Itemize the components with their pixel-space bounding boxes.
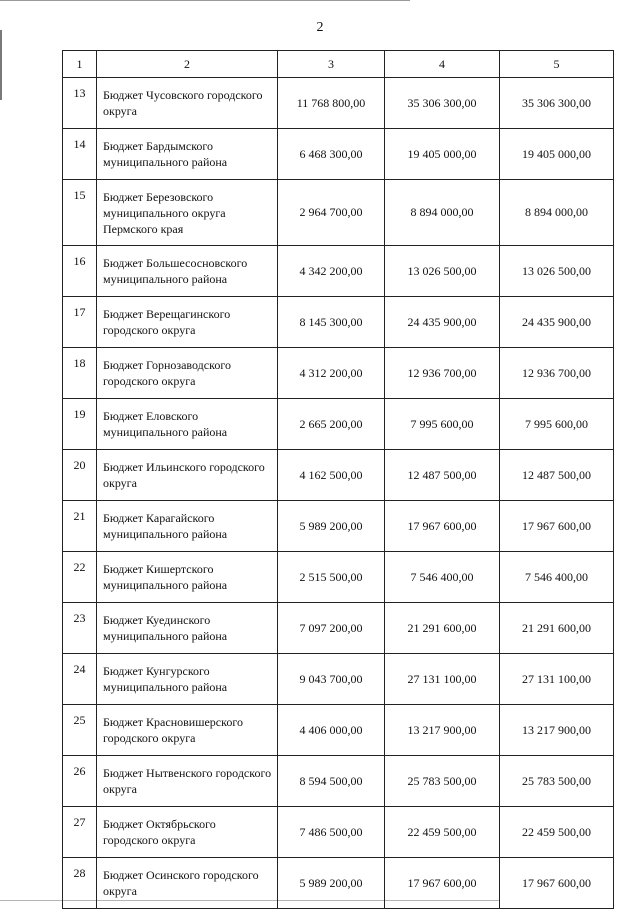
value-col-3: 8 594 500,00 (278, 756, 385, 807)
value-col-5: 27 131 100,00 (500, 654, 614, 705)
value-col-5: 21 291 600,00 (500, 603, 614, 654)
table-row (63, 180, 614, 246)
table-row (63, 807, 614, 858)
budget-table (62, 50, 614, 909)
value-col-4: 25 783 500,00 (385, 756, 500, 807)
row-number: 19 (63, 399, 97, 450)
row-number: 21 (63, 501, 97, 552)
budget-name: Бюджет Верещагинского городского округа (97, 297, 278, 348)
budget-name: Бюджет Нытвенского городского округа (97, 756, 278, 807)
row-number: 28 (63, 858, 97, 909)
budget-name: Бюджет Бардымского муниципального района (97, 129, 278, 180)
value-col-3: 2 665 200,00 (278, 399, 385, 450)
value-col-5: 35 306 300,00 (500, 78, 614, 129)
table-row (63, 129, 614, 180)
column-header: 3 (278, 51, 385, 78)
budget-name: Бюджет Красновишерского городского округа (97, 705, 278, 756)
table-row (63, 552, 614, 603)
budget-name: Бюджет Большесосновского муниципального района (97, 246, 278, 297)
table-row (63, 501, 614, 552)
column-header: 5 (500, 51, 614, 78)
table-row (63, 603, 614, 654)
value-col-3: 2 964 700,00 (278, 180, 385, 246)
value-col-3: 4 312 200,00 (278, 348, 385, 399)
value-col-4: 13 026 500,00 (385, 246, 500, 297)
value-col-5: 17 967 600,00 (500, 501, 614, 552)
value-col-3: 6 468 300,00 (278, 129, 385, 180)
table-row (63, 246, 614, 297)
value-col-5: 24 435 900,00 (500, 297, 614, 348)
budget-name: Бюджет Ильинского городского округа (97, 450, 278, 501)
value-col-3: 2 515 500,00 (278, 552, 385, 603)
row-number: 13 (63, 78, 97, 129)
table-row (63, 654, 614, 705)
value-col-3: 8 145 300,00 (278, 297, 385, 348)
value-col-5: 8 894 000,00 (500, 180, 614, 246)
column-header: 1 (63, 51, 97, 78)
value-col-5: 12 487 500,00 (500, 450, 614, 501)
value-col-3: 9 043 700,00 (278, 654, 385, 705)
budget-name: Бюджет Октябрьского городского округа (97, 807, 278, 858)
row-number: 18 (63, 348, 97, 399)
value-col-3: 4 162 500,00 (278, 450, 385, 501)
value-col-5: 19 405 000,00 (500, 129, 614, 180)
value-col-5: 22 459 500,00 (500, 807, 614, 858)
budget-name: Бюджет Чусовского городского округа (97, 78, 278, 129)
value-col-5: 7 546 400,00 (500, 552, 614, 603)
value-col-4: 17 967 600,00 (385, 858, 500, 909)
value-col-4: 12 487 500,00 (385, 450, 500, 501)
value-col-3: 4 342 200,00 (278, 246, 385, 297)
row-number: 26 (63, 756, 97, 807)
column-header: 4 (385, 51, 500, 78)
row-number: 22 (63, 552, 97, 603)
table-header-row (63, 51, 614, 78)
value-col-4: 22 459 500,00 (385, 807, 500, 858)
value-col-4: 19 405 000,00 (385, 129, 500, 180)
budget-name: Бюджет Еловского муниципального района (97, 399, 278, 450)
value-col-4: 8 894 000,00 (385, 180, 500, 246)
value-col-5: 12 936 700,00 (500, 348, 614, 399)
value-col-3: 7 486 500,00 (278, 807, 385, 858)
value-col-5: 7 995 600,00 (500, 399, 614, 450)
value-col-5: 13 026 500,00 (500, 246, 614, 297)
budget-name: Бюджет Кишертского муниципального района (97, 552, 278, 603)
row-number: 15 (63, 180, 97, 246)
value-col-4: 27 131 100,00 (385, 654, 500, 705)
column-header: 2 (97, 51, 278, 78)
row-number: 24 (63, 654, 97, 705)
value-col-3: 7 097 200,00 (278, 603, 385, 654)
table-row (63, 399, 614, 450)
value-col-5: 17 967 600,00 (500, 858, 614, 909)
table-row (63, 705, 614, 756)
value-col-4: 7 995 600,00 (385, 399, 500, 450)
value-col-3: 4 406 000,00 (278, 705, 385, 756)
row-number: 23 (63, 603, 97, 654)
row-number: 20 (63, 450, 97, 501)
table-row (63, 78, 614, 129)
value-col-3: 5 989 200,00 (278, 501, 385, 552)
value-col-5: 13 217 900,00 (500, 705, 614, 756)
value-col-5: 25 783 500,00 (500, 756, 614, 807)
row-number: 25 (63, 705, 97, 756)
value-col-4: 12 936 700,00 (385, 348, 500, 399)
row-number: 14 (63, 129, 97, 180)
budget-name: Бюджет Березовского муниципального округа Пермского края (97, 180, 278, 246)
value-col-4: 21 291 600,00 (385, 603, 500, 654)
value-col-4: 7 546 400,00 (385, 552, 500, 603)
table-body (63, 78, 614, 909)
value-col-4: 13 217 900,00 (385, 705, 500, 756)
scan-edge-left (0, 30, 2, 100)
table-row (63, 297, 614, 348)
value-col-4: 35 306 300,00 (385, 78, 500, 129)
row-number: 27 (63, 807, 97, 858)
budget-name: Бюджет Осинского городского округа (97, 858, 278, 909)
value-col-4: 24 435 900,00 (385, 297, 500, 348)
budget-name: Бюджет Куединского муниципального района (97, 603, 278, 654)
budget-name: Бюджет Карагайского муниципального района (97, 501, 278, 552)
value-col-3: 5 989 200,00 (278, 858, 385, 909)
scan-edge-top (0, 0, 410, 1)
budget-name: Бюджет Кунгурского муниципального района (97, 654, 278, 705)
budget-name: Бюджет Горнозаводского городского округа (97, 348, 278, 399)
page-number: 2 (316, 20, 324, 35)
row-number: 16 (63, 246, 97, 297)
table-row (63, 348, 614, 399)
value-col-3: 11 768 800,00 (278, 78, 385, 129)
value-col-4: 17 967 600,00 (385, 501, 500, 552)
table-row (63, 756, 614, 807)
table-row (63, 858, 614, 909)
table-row (63, 450, 614, 501)
row-number: 17 (63, 297, 97, 348)
